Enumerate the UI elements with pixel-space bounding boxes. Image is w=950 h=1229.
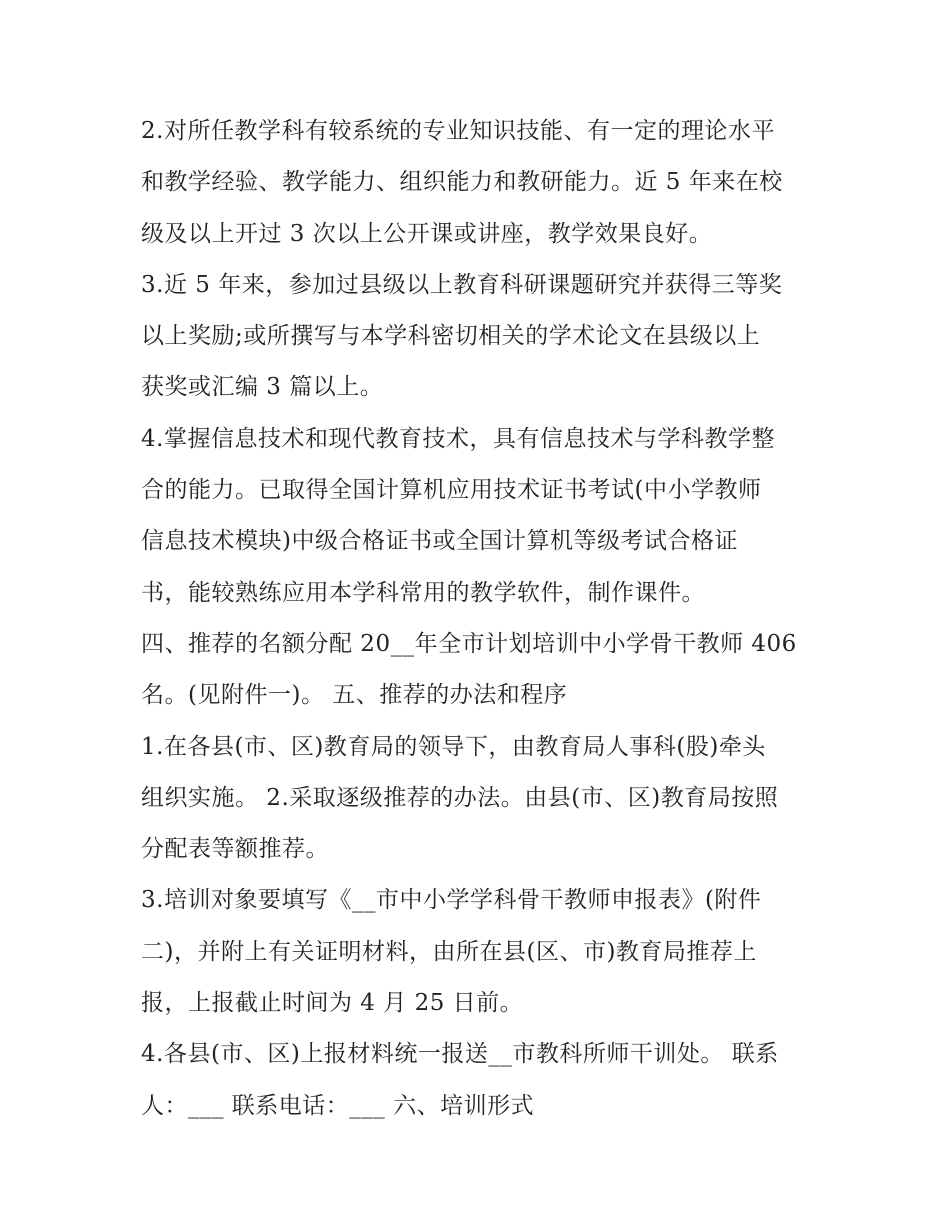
text-line: 报，上报截止时间为 4 月 25 日前。 xyxy=(141,990,524,1017)
text-line: 名。(见附件一)。 五、推荐的办法和程序 xyxy=(141,682,568,709)
text-line: 4.掌握信息技术和现代教育技术，具有信息技术与学科教学整 xyxy=(141,425,775,452)
text-line: 获奖或汇编 3 篇以上。 xyxy=(141,374,384,401)
text-line: 1.在各县(市、区)教育局的领导下，由教育局人事科(股)牵头 xyxy=(141,733,766,760)
text-line: 分配表等额推荐。 xyxy=(141,836,329,863)
text-line: 3.近 5 年来，参加过县级以上教育科研课题研究并获得三等奖 xyxy=(141,271,783,298)
text-line: 信息技术模块)中级合格证书或全国计算机等级考试合格证 xyxy=(141,528,738,555)
text-line: 以上奖励;或所撰写与本学科密切相关的学术论文在县级以上 xyxy=(141,323,761,350)
text-line: 合的能力。已取得全国计算机应用技术证书考试(中小学教师 xyxy=(141,477,762,504)
text-line: 组织实施。 2.采取逐级推荐的办法。由县(市、区)教育局按照 xyxy=(141,784,779,811)
text-line: 级及以上开过 3 次以上公开课或讲座，教学效果良好。 xyxy=(141,220,713,247)
text-line: 3.培训对象要填写《__市中小学学科骨干教师申报表》(附件 xyxy=(141,887,762,914)
text-line: 和教学经验、教学能力、组织能力和教研能力。近 5 年来在校 xyxy=(141,169,783,196)
text-line: 人：___ 联系电话：___ 六、培训形式 xyxy=(141,1092,535,1119)
document-body xyxy=(141,106,821,1132)
text-line: 4.各县(市、区)上报材料统一报送__市教科所师干训处。 联系 xyxy=(141,1041,779,1068)
text-line: 书，能较熟练应用本学科常用的教学软件，制作课件。 xyxy=(141,579,705,606)
text-line: 四、推荐的名额分配 20__年全市计划培训中小学骨干教师 406 xyxy=(141,630,797,657)
text-line: 2.对所任教学科有较系统的专业知识技能、有一定的理论水平 xyxy=(141,118,775,144)
text-line: 二)，并附上有关证明材料，由所在县(区、市)教育局推荐上 xyxy=(141,938,757,965)
